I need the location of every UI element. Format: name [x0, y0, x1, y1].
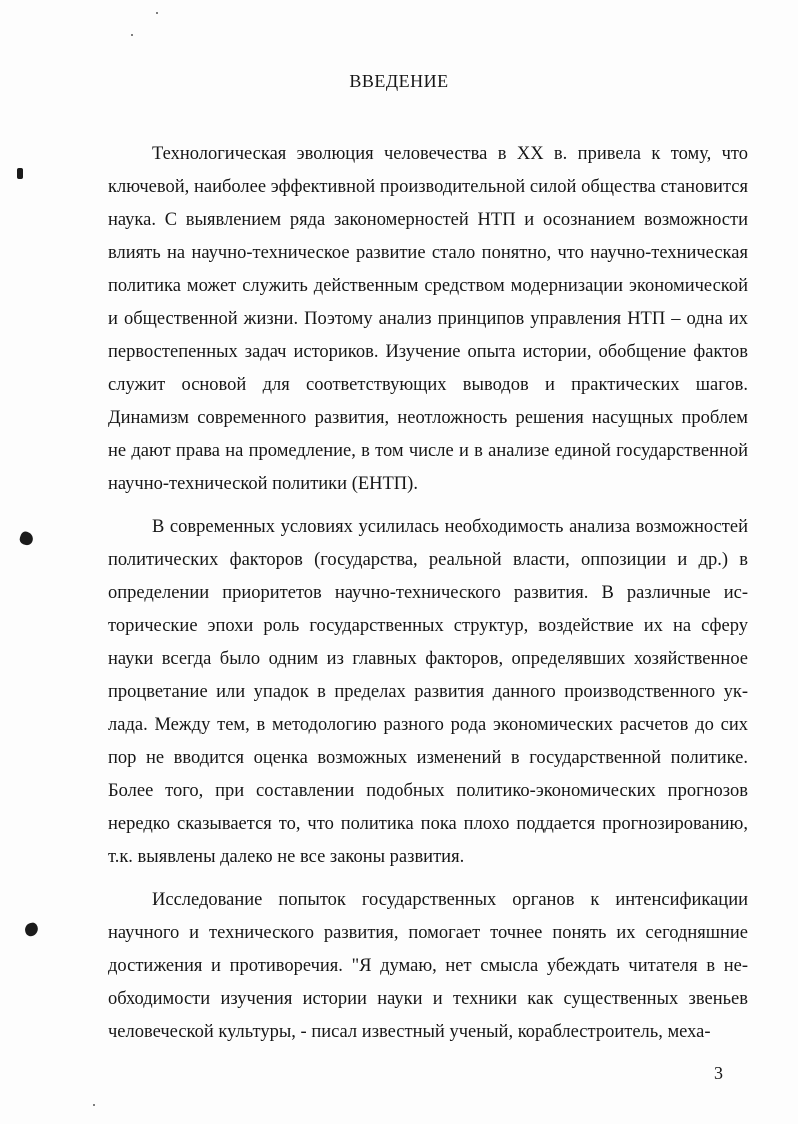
scan-speck	[156, 12, 158, 14]
page-title: ВВЕДЕНИЕ	[349, 71, 449, 91]
binder-hole-mark	[18, 530, 35, 547]
body-text	[108, 138, 748, 1059]
paragraph: Технологическая эволюция человечества в XX в. привела к тому, что ключевой, наиболее эффективной производительной силой общества становится наука. С выявлением ряда закономерностей НТП и осознанием возможности влиять на научно-техническое развитие стало понятно, что научно-техническая политика может служить действенным средством модернизации экономической и общественной жизни. Поэтому анализ принципов управления НТП – одна их первостепенных задач историков. Изучение опыта истории, обобщение фактов служит основой для соответствующих выводов и практических шагов. Динамизм современного развития, неотложность решения насущных проблем не дают права на промедление, в том числе и в анализе единой государственной научно-технической политики (ЕНТП).	[108, 144, 748, 494]
paragraph: В современных условиях усилилась необходимость анализа возможностей политических факторов (государства, реальной власти, оппозиции и др.) в определении приоритетов научно-технического развития. В различные исторические эпохи роль государственных структур, воздействие их на сферу науки всегда было одним из главных факторов, определявших хозяйственное процветание или упадок в пределах развития данного производственного уклада. Между тем, в методологию разного рода экономических расчетов до сих пор не вводится оценка возможных изменений в государственной политике. Более того, при составлении подобных политико-экономических прогнозов нередко сказывается то, что политика пока плохо поддается прогнозированию, т.к. выявлены далеко не все законы развития.	[108, 517, 748, 867]
paragraph: Исследование попыток государственных органов к интенсификации научного и технического развития, помогает точнее понять их сегодняшние достижения и противоречия. "Я думаю, нет смысла убеждать читателя в необходимости изучения истории науки и техники как существенных звеньев человеческой культуры, - писал известный ученый, кораблестроитель, меха-	[108, 890, 748, 1042]
scan-speck	[131, 34, 133, 36]
page-number: 3	[714, 1063, 723, 1083]
binder-hole-mark	[24, 922, 40, 938]
scan-speck	[93, 1104, 95, 1106]
binder-hole-mark	[17, 168, 23, 179]
